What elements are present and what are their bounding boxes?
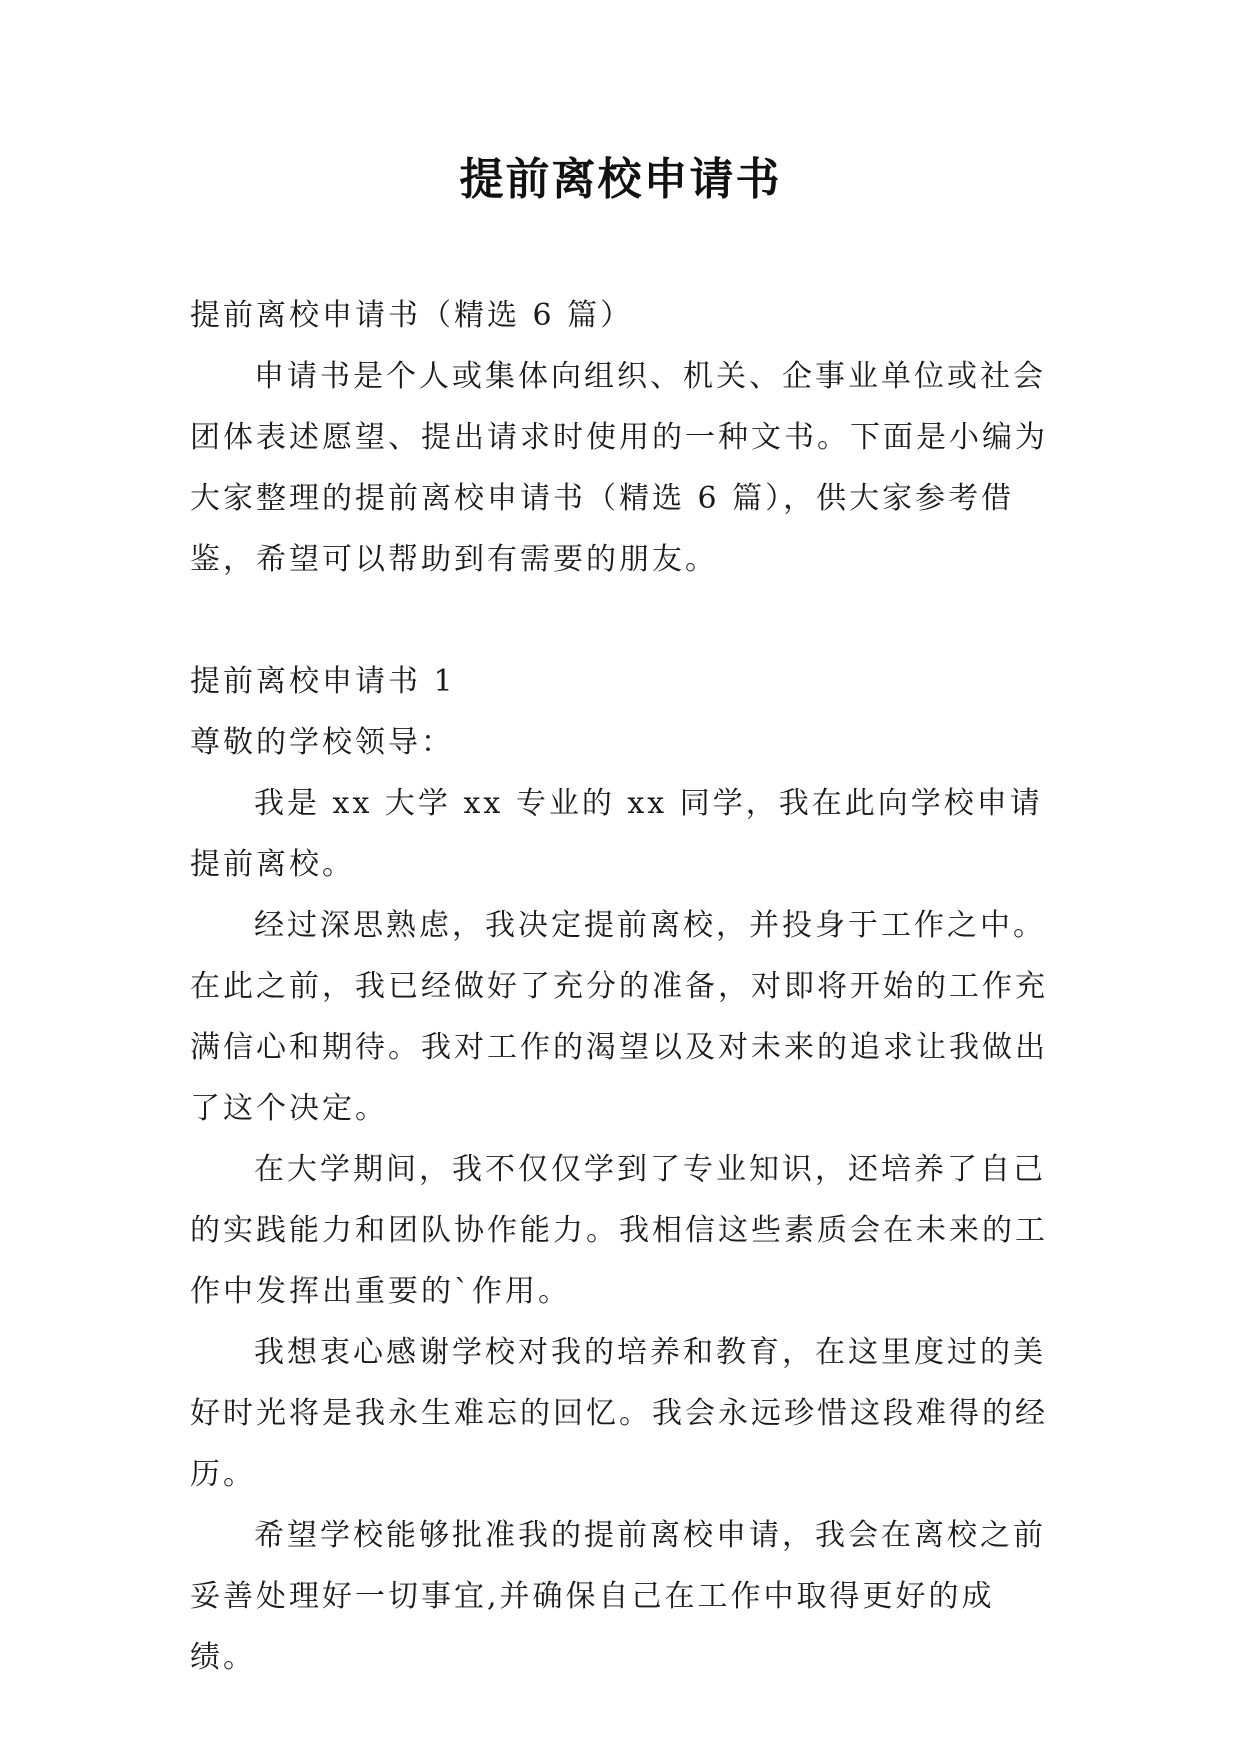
- body-paragraph: 我想衷心感谢学校对我的培养和教育，在这里度过的美好时光将是我永生难忘的回忆。我会永远珍惜这段难得的经历。: [190, 1335, 1048, 1492]
- document-body: [190, 285, 1060, 1688]
- salutation: 尊敬的学校领导：: [190, 725, 454, 760]
- intro-paragraph: 申请书是个人或集体向组织、机关、企事业单位或社会团体表述愿望、提出请求时使用的一种文书。下面是小编为大家整理的提前离校申请书（精选 6 篇），供大家参考借鉴，希望可以帮助到有需要的朋友。: [190, 359, 1048, 577]
- body-paragraph: 希望学校能够批准我的提前离校申请，我会在离校之前妥善处理好一切事宜,并确保自己在工作中取得更好的成绩。: [190, 1518, 1046, 1675]
- document-title: 提前离校申请书: [459, 154, 782, 205]
- document-subtitle: 提前离校申请书（精选 6 篇）: [190, 298, 634, 333]
- section-heading: 提前离校申请书 1: [190, 664, 456, 699]
- body-paragraph: 经过深思熟虑，我决定提前离校，并投身于工作之中。在此之前，我已经做好了充分的准备，对即将开始的工作充满信心和期待。我对工作的渴望以及对未来的追求让我做出了这个决定。: [190, 908, 1048, 1126]
- body-paragraph: 在大学期间，我不仅仅学到了专业知识，还培养了自己的实践能力和团队协作能力。我相信这些素质会在未来的工作中发挥出重要的`作用。: [190, 1152, 1048, 1309]
- body-paragraph: 我是 xx 大学 xx 专业的 xx 同学，我在此向学校申请提前离校。: [190, 786, 1043, 882]
- paragraph-spacer: [190, 590, 1060, 651]
